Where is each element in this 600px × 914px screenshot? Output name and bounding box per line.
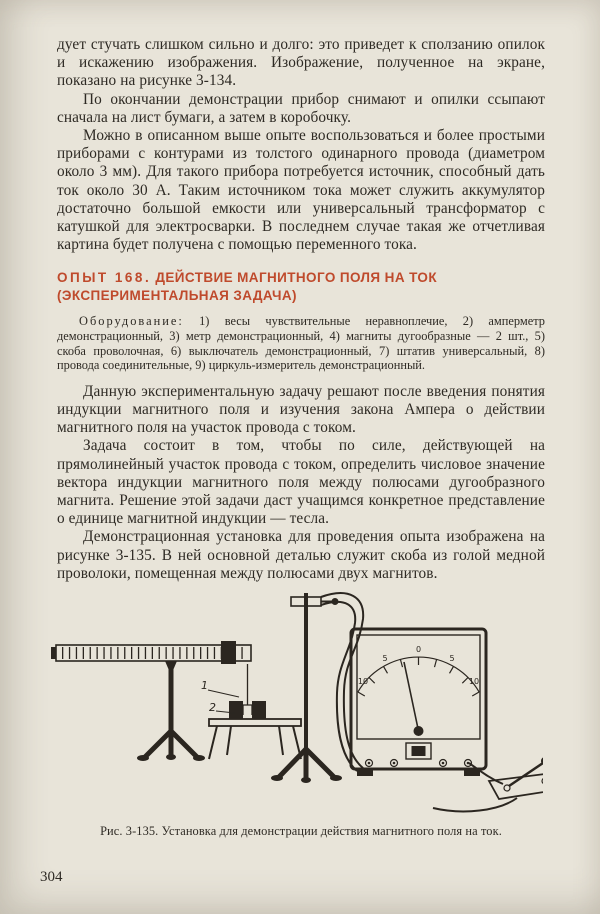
paragraph: По окончании демонстрации прибор снимают и опилки ссыпают сначала на лист бумаги, а затем в коробочку. [57, 90, 545, 126]
text-block [57, 36, 545, 839]
paragraph: Данную экспериментальную задачу решают после введения понятия индукции магнитного поля и изучения закона Ампера о действии магнитного поля на участок провода с током. [57, 382, 545, 437]
paragraph: Можно в описанном выше опыте воспользоваться и более простыми приборами с контурами из толстого одинарного провода (диаметром около 3 мм). Для такого прибора потребуется источник, способный дать ток около 30 А. Таким источником тока может служить аккумулятор достаточно большой емкости или универсальный трансформатор с катушкой для электросварки. В последнем случае такая же отчетливая картина будет получена с помощью переменного тока. [57, 127, 545, 254]
experiment-title: ДЕЙСТВИЕ МАГНИТНОГО ПОЛЯ НА ТОК [155, 270, 437, 286]
equipment-label: Оборудование: [79, 314, 184, 329]
ammeter-scale [358, 645, 479, 686]
ammeter-scale-label: 0 [415, 645, 422, 655]
ammeter-scale-label: 10 [468, 677, 480, 687]
paragraph: Демонстрационная установка для проведения опыта изображена на рисунке 3-135. В ней основной деталью служит скоба из голой медной проволоки, помещенная между полюсами двух магнитов. [57, 528, 545, 582]
switch-key [489, 757, 543, 799]
ammeter [351, 629, 486, 776]
paragraph-continued: дует стучать слишком сильно и долго: это приведет к сползанию опилок и искажению изображения. Изображение, полученное на экране, показано на рисунке 3-134. [57, 36, 545, 90]
figure-3-135 [51, 587, 545, 819]
page-number: 304 [40, 869, 63, 885]
svg-text:1: 1 [201, 679, 208, 693]
ammeter-needle [404, 662, 419, 731]
magnet-table [209, 701, 301, 759]
universal-stand [271, 593, 342, 783]
ammeter-scale-label: 5 [382, 654, 388, 664]
figure-illustration [51, 587, 543, 819]
ammeter-scale-label: 10 [357, 677, 369, 687]
experiment-number: ОПЫТ 168. [57, 270, 152, 286]
ammeter-terminals [366, 760, 472, 767]
equipment-items: 1) весы чувствительные неравноплечие, 2) амперметр демонстрационный, 3) метр демонстрационный, 4) магниты дугообразные — 2 шт., 5) скоба проволочная, 6) выключатель демонстрационный, 7) штатив универсальный, 8) провода соединительные, 9) циркуль-измеритель демонстрационный. [57, 314, 545, 373]
paragraph: Задача состоит в том, чтобы по силе, действующей на прямолинейный участок провода с током, определить числовое значение вектора индукции магнитного поля между полюсами дугообразного магнита. Решение этой задачи даст учащимся конкретное представление о единице магнитной индукции — тесла. [57, 437, 545, 528]
part-label-1 [201, 679, 239, 697]
ammeter-scale-label: 5 [449, 654, 455, 664]
ammeter-needle-pivot [414, 726, 424, 736]
experiment-subtitle: (ЭКСПЕРИМЕНТАЛЬНАЯ ЗАДАЧА) [57, 288, 297, 304]
svg-text:2: 2 [209, 701, 216, 715]
wire-bracket [243, 664, 252, 715]
equipment-list [57, 314, 545, 372]
balance-scale [51, 641, 251, 664]
tripod-stand [137, 661, 205, 761]
experiment-heading-line1 [57, 269, 545, 287]
experiment-heading [57, 269, 545, 305]
figure-caption: Рис. 3-135. Установка для демонстрации действия магнитного поля на ток. [100, 824, 502, 839]
